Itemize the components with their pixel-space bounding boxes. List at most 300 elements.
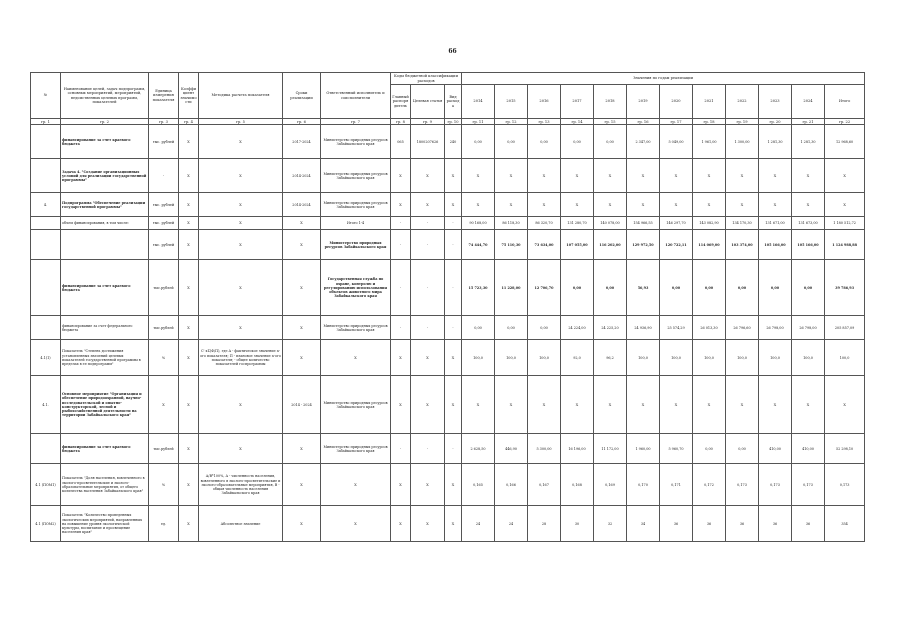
header-expense-type: Вид расхода xyxy=(445,85,462,119)
row-value: 410,00 xyxy=(792,434,825,464)
row-grbs: X xyxy=(391,376,411,434)
row-value: 0,173 xyxy=(825,464,865,506)
row-expense-type: X xyxy=(445,376,462,434)
row-responsible: Государственная служба по охране, контролю и регулированию использования объектов животного мира Забайкальского края xyxy=(321,260,391,316)
row-name: финансирование за счет федерального бюджета xyxy=(61,316,149,340)
row-coef: X xyxy=(179,230,199,260)
row-value: 36 xyxy=(726,506,759,542)
table-row xyxy=(31,434,865,464)
header-coef: Коэффициент значимости xyxy=(179,73,199,119)
row-method: X xyxy=(199,376,283,434)
row-value: X xyxy=(594,159,627,193)
row-value: X xyxy=(726,159,759,193)
row-number xyxy=(31,159,61,193)
row-value: 0,165 xyxy=(462,464,495,506)
column-number: гр. 17 xyxy=(660,119,693,125)
row-expense-type: - xyxy=(445,260,462,316)
row-value: X xyxy=(495,193,528,217)
header-no: № xyxy=(31,73,61,119)
row-unit: тыс. рублей xyxy=(149,193,179,217)
row-value: 0,00 xyxy=(594,260,627,316)
row-value: X xyxy=(495,376,528,434)
row-value: 100,0 xyxy=(627,340,660,376)
row-value: 1 960,00 xyxy=(627,434,660,464)
row-grbs: - xyxy=(391,316,411,340)
row-coef: X xyxy=(179,125,199,159)
table-row xyxy=(31,230,865,260)
row-number xyxy=(31,125,61,159)
row-value: 0,173 xyxy=(792,464,825,506)
row-responsible: Министерство природных ресурсов Забайкальского края xyxy=(321,230,391,260)
row-value: 100,0 xyxy=(528,340,561,376)
row-value: X xyxy=(528,193,561,217)
row-responsible: X xyxy=(321,464,391,506)
row-method: А/В*100%, А - численность населения, вовлеченного в эколого-просветительские и эколого-образовательные мероприятия, В - общая численность населения Забайкальского края xyxy=(199,464,283,506)
row-unit: % xyxy=(149,340,179,376)
row-value: 2 628,50 xyxy=(462,434,495,464)
row-value: 105 166,00 xyxy=(792,230,825,260)
row-value: 90 168,00 xyxy=(462,217,495,230)
row-value: X xyxy=(462,159,495,193)
column-number: гр. 1 xyxy=(31,119,61,125)
row-unit: X xyxy=(149,376,179,434)
header-year: 2020 xyxy=(660,85,693,119)
row-value: 100,0 xyxy=(495,340,528,376)
row-value: 26 013,30 xyxy=(693,316,726,340)
row-value: 134 170,30 xyxy=(726,217,759,230)
row-value: 354 xyxy=(825,506,865,542)
row-expense-type: - xyxy=(445,217,462,230)
column-number: гр. 10 xyxy=(445,119,462,125)
row-method: X xyxy=(199,434,283,464)
row-value: 100,0 xyxy=(759,340,792,376)
column-number: гр. 20 xyxy=(759,119,792,125)
row-value: 26 798,00 xyxy=(792,316,825,340)
header-budget-code: Коды бюджетной классификации расходов xyxy=(391,73,462,85)
row-value: X xyxy=(528,376,561,434)
row-terms: X xyxy=(283,464,321,506)
row-method: X xyxy=(199,125,283,159)
column-number: гр. 18 xyxy=(693,119,726,125)
row-value: 0,00 xyxy=(660,260,693,316)
row-expense-type: X xyxy=(445,159,462,193)
row-value: 0,170 xyxy=(627,464,660,506)
table-header xyxy=(31,73,865,125)
row-value: X xyxy=(660,159,693,193)
row-terms: X xyxy=(283,316,321,340)
row-method: X xyxy=(199,316,283,340)
column-number: гр. 19 xyxy=(726,119,759,125)
row-value: 129 972,50 xyxy=(627,230,660,260)
row-value: 0,00 xyxy=(792,260,825,316)
row-value: 86 320,70 xyxy=(528,217,561,230)
row-value: 73 634,00 xyxy=(528,230,561,260)
column-number: гр. 11 xyxy=(462,119,495,125)
row-value: 36 xyxy=(792,506,825,542)
row-coef: X xyxy=(179,260,199,316)
row-responsible: X xyxy=(321,340,391,376)
row-method: С' хΣ(Ф/П), где А - фактическое значение n-ого показателя; П - плановое значение n-ого показателя; - общее количество показателей госпрограммы xyxy=(199,340,283,376)
column-number: гр. 13 xyxy=(528,119,561,125)
row-value: X xyxy=(825,193,865,217)
program-table xyxy=(30,72,865,542)
row-value: X xyxy=(693,376,726,434)
row-value: X xyxy=(759,193,792,217)
row-grbs: X xyxy=(391,340,411,376)
row-terms: 2017-2024 xyxy=(283,125,321,159)
row-expense-type: 240 xyxy=(445,125,462,159)
row-value: X xyxy=(561,376,594,434)
column-number: гр. 22 xyxy=(825,119,865,125)
row-number xyxy=(31,316,61,340)
row-value: 30 xyxy=(561,506,594,542)
row-value: 0,00 xyxy=(528,125,561,159)
row-value: X xyxy=(561,193,594,217)
column-number: гр. 2 xyxy=(61,119,149,125)
row-value: X xyxy=(726,376,759,434)
row-value: 5 300,00 xyxy=(528,434,561,464)
row-value: 131 671,00 xyxy=(759,217,792,230)
row-value: 0,00 xyxy=(759,260,792,316)
row-target-item: X xyxy=(411,376,445,434)
row-value: 0,173 xyxy=(726,464,759,506)
header-values-by-year: Значения по годам реализации xyxy=(462,73,865,85)
header-year: 2019 xyxy=(627,85,660,119)
row-unit: тыс.рублей xyxy=(149,316,179,340)
row-expense-type: - xyxy=(445,434,462,464)
row-value: 39 786,93 xyxy=(825,260,865,316)
header-grbs: Главный распорядитель xyxy=(391,85,411,119)
row-coef: X xyxy=(179,316,199,340)
header-year: 2024 xyxy=(792,85,825,119)
row-grbs: 065 xyxy=(391,125,411,159)
row-value: 100,0 xyxy=(792,340,825,376)
header-year: 2023 xyxy=(759,85,792,119)
row-name: объем финансирования, в том числе: xyxy=(61,217,149,230)
row-value: X xyxy=(792,193,825,217)
row-value: 15 723,30 xyxy=(462,260,495,316)
header-year: 2018 xyxy=(594,85,627,119)
row-value: X xyxy=(561,159,594,193)
row-value: X xyxy=(594,376,627,434)
column-number: гр. 14 xyxy=(561,119,594,125)
row-target-item: - xyxy=(411,230,445,260)
row-number xyxy=(31,260,61,316)
row-value: 24 xyxy=(462,506,495,542)
row-terms: X xyxy=(283,230,321,260)
row-value: 24 225,20 xyxy=(594,316,627,340)
row-value: 11 228,00 xyxy=(495,260,528,316)
row-value: 1 124 988,88 xyxy=(825,230,865,260)
row-number: 4.1 (ПОМ1) xyxy=(31,464,61,506)
row-value: X xyxy=(792,376,825,434)
header-target-item: Целевая статья xyxy=(411,85,445,119)
row-expense-type: X xyxy=(445,464,462,506)
column-number: гр. 16 xyxy=(627,119,660,125)
row-value: 24 224,00 xyxy=(561,316,594,340)
row-expense-type: X xyxy=(445,193,462,217)
row-value: X xyxy=(825,376,865,434)
row-value: 16 196,00 xyxy=(561,434,594,464)
row-coef: X xyxy=(179,217,199,230)
row-grbs: X xyxy=(391,193,411,217)
row-unit: тыс. рублей xyxy=(149,125,179,159)
row-unit: % xyxy=(149,464,179,506)
row-value: X xyxy=(627,193,660,217)
row-target-item: - xyxy=(411,217,445,230)
row-terms: X xyxy=(283,260,321,316)
header-method: Методика расчета показателя xyxy=(199,73,283,119)
row-name: Показатель "Количество проведенных экологических мероприятий, направленных на повышение уровня экологической культуры, воспитание и просвещение населения края" xyxy=(61,506,149,542)
header-year: 2014 xyxy=(462,85,495,119)
row-value: 131 280,70 xyxy=(561,217,594,230)
row-value: 75 110,30 xyxy=(495,230,528,260)
table-row xyxy=(31,464,865,506)
row-value: 0,169 xyxy=(594,464,627,506)
row-value: 131 673,00 xyxy=(792,217,825,230)
column-number: гр. 3 xyxy=(149,119,179,125)
row-value: X xyxy=(627,159,660,193)
row-name: Подпрограмма "Обеспечение реализации государственной программы" xyxy=(61,193,149,217)
row-terms: X xyxy=(283,506,321,542)
row-grbs: X xyxy=(391,159,411,193)
row-value: 0,172 xyxy=(693,464,726,506)
row-value: 36 xyxy=(693,506,726,542)
row-target-item: X xyxy=(411,159,445,193)
row-value: 100,0 xyxy=(693,340,726,376)
row-value: X xyxy=(462,376,495,434)
row-method: X xyxy=(199,193,283,217)
row-value: X xyxy=(759,376,792,434)
row-value: 0,173 xyxy=(759,464,792,506)
row-number xyxy=(31,434,61,464)
row-value: 26 796,60 xyxy=(726,316,759,340)
row-value: 1 281,30 xyxy=(792,125,825,159)
row-value: 1 281,30 xyxy=(759,125,792,159)
row-value: 2 347,00 xyxy=(627,125,660,159)
header-year: 2016 xyxy=(528,85,561,119)
row-target-item: X xyxy=(411,506,445,542)
row-value: 5 049,00 xyxy=(660,125,693,159)
row-value: 12 968,60 xyxy=(825,125,865,159)
row-value: 116 202,00 xyxy=(594,230,627,260)
row-value: 114 069,00 xyxy=(693,230,726,260)
row-value: 0,00 xyxy=(495,316,528,340)
row-responsible: Итого 1-4 xyxy=(321,217,391,230)
row-value: 0,00 xyxy=(462,125,495,159)
row-method: X xyxy=(199,217,283,230)
row-name: Задача 4. "Создание организационных условий для реализации государственной программы" xyxy=(61,159,149,193)
table-row xyxy=(31,316,865,340)
row-value: 0,00 xyxy=(693,434,726,464)
row-value: 1 961,00 xyxy=(693,125,726,159)
row-value: 100,0 xyxy=(726,340,759,376)
row-number: 4.1(1) xyxy=(31,340,61,376)
row-value: 100,0 xyxy=(462,340,495,376)
column-number: гр. 12 xyxy=(495,119,528,125)
header-year: Итого xyxy=(825,85,865,119)
row-method: X xyxy=(199,159,283,193)
row-value: 0,00 xyxy=(693,260,726,316)
row-value: 86 118,30 xyxy=(495,217,528,230)
row-grbs: X xyxy=(391,464,411,506)
row-number: 4. xyxy=(31,193,61,217)
row-value: X xyxy=(627,376,660,434)
row-value: 12 706,70 xyxy=(528,260,561,316)
header-year: 2015 xyxy=(495,85,528,119)
row-target-item: - xyxy=(411,260,445,316)
row-value: X xyxy=(594,193,627,217)
row-value: 24 936,90 xyxy=(627,316,660,340)
row-unit: тыс. рублей xyxy=(149,217,179,230)
column-number: гр. 8 xyxy=(391,119,411,125)
row-value: X xyxy=(528,159,561,193)
row-grbs: - xyxy=(391,217,411,230)
table-row xyxy=(31,193,865,217)
row-name xyxy=(61,230,149,260)
row-coef: X xyxy=(179,159,199,193)
row-value: 24 xyxy=(495,506,528,542)
row-value: 0,171 xyxy=(660,464,693,506)
row-name: финансирование за счет краевого бюджета xyxy=(61,125,149,159)
row-target-item: 1800207626 xyxy=(411,125,445,159)
row-value: 34 xyxy=(627,506,660,542)
row-value: 5 960,70 xyxy=(660,434,693,464)
row-value: X xyxy=(693,159,726,193)
header-year: 2017 xyxy=(561,85,594,119)
row-value: 0,00 xyxy=(726,260,759,316)
row-method: Абсолютное значение xyxy=(199,506,283,542)
row-value: 36 xyxy=(759,506,792,542)
column-number: гр. 6 xyxy=(283,119,321,125)
row-responsible: Министерство природных ресурсов Забайкальского края xyxy=(321,316,391,340)
row-value: 0,00 xyxy=(528,316,561,340)
row-value: 26 798,00 xyxy=(759,316,792,340)
row-expense-type: X xyxy=(445,506,462,542)
row-value: 146 297,70 xyxy=(660,217,693,230)
row-value: 74 444,70 xyxy=(462,230,495,260)
row-coef: X xyxy=(179,193,199,217)
row-unit: ед. xyxy=(149,506,179,542)
row-name: Основное мероприятие "Организация и обеспечение природоохранной, научно-исследовательской и опытно-конструкторской, лесной и рыбохозяйственной деятельности на территории Забайкальского края" xyxy=(61,376,149,434)
row-grbs: - xyxy=(391,230,411,260)
row-value: 0,166 xyxy=(495,464,528,506)
row-value: 0,00 xyxy=(462,316,495,340)
column-number: гр. 15 xyxy=(594,119,627,125)
row-value: 1 300,00 xyxy=(726,125,759,159)
row-unit: - xyxy=(149,159,179,193)
row-value: 103 374,00 xyxy=(726,230,759,260)
row-value: 143 082,90 xyxy=(693,217,726,230)
table-row xyxy=(31,340,865,376)
row-coef: X xyxy=(179,464,199,506)
row-value: 0,00 xyxy=(726,434,759,464)
row-unit: тыс.рублей xyxy=(149,260,179,316)
row-responsible: Министерство природных ресурсов Забайкальского края xyxy=(321,434,391,464)
row-value: X xyxy=(660,193,693,217)
row-responsible: Министерство природных ресурсов Забайкальского края xyxy=(321,159,391,193)
row-terms: X xyxy=(283,434,321,464)
row-name: Показатель "Доля населения, вовлеченного в эколого-просветительские и эколого-образовательные мероприятия, от общего количества населения Забайкальского края" xyxy=(61,464,149,506)
row-value: X xyxy=(792,159,825,193)
header-unit: Единица измерения показателя xyxy=(149,73,179,119)
row-value: 0,167 xyxy=(528,464,561,506)
row-name: финансирование за счет краевого бюджета xyxy=(61,260,149,316)
row-coef: X xyxy=(179,506,199,542)
row-value: 1 180 512,72 xyxy=(825,217,865,230)
row-value: 410,00 xyxy=(759,434,792,464)
row-value: 446,90 xyxy=(495,434,528,464)
row-terms: X xyxy=(283,340,321,376)
row-number xyxy=(31,217,61,230)
row-coef: X xyxy=(179,376,199,434)
row-expense-type: X xyxy=(445,340,462,376)
row-value: 96,2 xyxy=(594,340,627,376)
table-row xyxy=(31,159,865,193)
row-method: X xyxy=(199,230,283,260)
row-value: 100,0 xyxy=(660,340,693,376)
row-value: X xyxy=(660,376,693,434)
row-number: 4.1 (ПОМ2) xyxy=(31,506,61,542)
table-row xyxy=(31,217,865,230)
row-responsible: Министерство природных ресурсов Забайкальского края xyxy=(321,125,391,159)
row-responsible: Министерство природных ресурсов Забайкальского края xyxy=(321,193,391,217)
row-value: 52 298,10 xyxy=(825,434,865,464)
table-row xyxy=(31,506,865,542)
row-value: 0,00 xyxy=(495,125,528,159)
row-unit: тыс.рублей xyxy=(149,434,179,464)
row-coef: X xyxy=(179,434,199,464)
column-number: гр. 7 xyxy=(321,119,391,125)
column-number: гр. 21 xyxy=(792,119,825,125)
row-target-item: - xyxy=(411,316,445,340)
row-value: 25 574,29 xyxy=(660,316,693,340)
row-terms: 2014 - 2024 xyxy=(283,376,321,434)
row-value: 205 857,09 xyxy=(825,316,865,340)
row-terms: 2014-2024 xyxy=(283,193,321,217)
row-target-item: X xyxy=(411,193,445,217)
row-target-item: X xyxy=(411,340,445,376)
row-value: 154 966,55 xyxy=(627,217,660,230)
row-terms: 2014-2024 xyxy=(283,159,321,193)
header-name: Наименование целей, задач подпрограмм, основных мероприятий, мероприятий, ведомственных целевых программ, показателей xyxy=(61,73,149,119)
row-target-item: - xyxy=(411,434,445,464)
row-value: X xyxy=(825,159,865,193)
row-value: 140 078,00 xyxy=(594,217,627,230)
row-value: 100,0 xyxy=(825,340,865,376)
header-responsible: Ответственный исполнитель и соисполнители xyxy=(321,73,391,119)
row-number: 4.1. xyxy=(31,376,61,434)
row-value: 107 055,00 xyxy=(561,230,594,260)
column-number: гр. 4 xyxy=(179,119,199,125)
row-name: Показатель "Степень достижения установленных значений целевых показателей государственной программы в пределах в ее подпрограмм" xyxy=(61,340,149,376)
row-responsible: Министерство природных ресурсов Забайкальского края xyxy=(321,376,391,434)
row-grbs: X xyxy=(391,506,411,542)
row-value: 0,00 xyxy=(594,125,627,159)
row-value: 28 xyxy=(528,506,561,542)
row-responsible: X xyxy=(321,506,391,542)
row-method: X xyxy=(199,260,283,316)
table-row xyxy=(31,125,865,159)
row-value: 0,00 xyxy=(561,125,594,159)
row-value: 120 722,11 xyxy=(660,230,693,260)
row-expense-type: - xyxy=(445,316,462,340)
row-grbs: - xyxy=(391,434,411,464)
table-row xyxy=(31,260,865,316)
row-name: финансирование за счет краевого бюджета xyxy=(61,434,149,464)
header-year: 2021 xyxy=(693,85,726,119)
row-value: X xyxy=(495,159,528,193)
